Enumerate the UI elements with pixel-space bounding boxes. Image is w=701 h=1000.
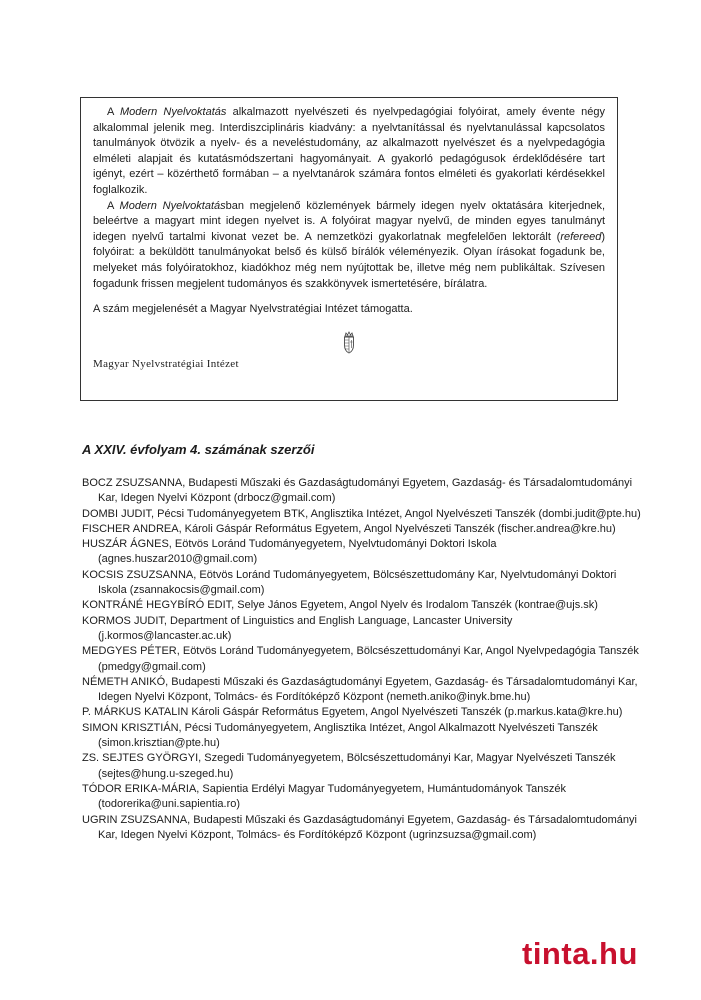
author-entry: SIMON KRISZTIÁN, Pécsi Tudományegyetem, Anglisztika Intézet, Angol Alkalmazott Nyelvészeti Tanszék (simon.krisztian@pte.hu) bbox=[82, 721, 598, 750]
refereed-italic: refereed bbox=[560, 230, 602, 243]
author-entry: KONTRÁNÉ HEGYBÍRÓ EDIT, Selye János Egyetem, Angol Nyelv és Irodalom Tanszék (kontrae@ujs.sk) bbox=[82, 599, 598, 612]
author-entry: HUSZÁR ÁGNES, Eötvös Loránd Tudományegyetem, Nyelvtudományi Doktori Iskola (agnes.huszar2010@gmail.com) bbox=[82, 538, 497, 566]
hungarian-coat-of-arms-icon bbox=[342, 330, 356, 354]
authors-heading: A XXIV. évfolyam 4. számának szerzői bbox=[82, 442, 315, 457]
author-entry: KOCSIS ZSUZSANNA, Eötvös Loránd Tudományegyetem, Bölcsészettudomány Kar, Nyelvtudományi Doktori Iskola (zsannakocsis@gmail.com) bbox=[82, 568, 617, 597]
author-entry: FISCHER ANDREA, Károli Gáspár Református Egyetem, Angol Nyelvészeti Tanszék (fischer.andrea@kre.hu) bbox=[82, 522, 616, 535]
intro-text: ) folyóirat: a beküldött tanulmányokat belső és külső bírálók véleményezik. Olyan írásokat fogadunk be, melyeket más folyóiratokhoz, kiadókhoz még nem nyújtottak be, illetve még nem publikáltak. Szívesen fogadunk frissen megjelent tudományos és szakkönyvek ismertetésére, bírálatra. bbox=[93, 230, 605, 290]
tinta-watermark: tinta.hu bbox=[522, 936, 638, 971]
author-entry: BOCZ ZSUZSANNA, Budapesti Műszaki és Gazdaságtudományi Egyetem, Gazdaság- és Társadalomtudományi Kar, Idegen Nyelvi Központ (drbocz@gmail.com) bbox=[82, 477, 633, 505]
author-entry: DOMBI JUDIT, Pécsi Tudományegyetem BTK, Anglisztika Intézet, Angol Nyelvészeti Tanszék (dombi.judit@pte.hu) bbox=[82, 507, 641, 520]
journal-title-italic: Modern Nyelvoktatás bbox=[119, 199, 226, 212]
intro-text: A bbox=[107, 199, 120, 212]
intro-paragraph-2 bbox=[93, 199, 605, 293]
author-entry: NÉMETH ANIKÓ, Budapesti Műszaki és Gazdaságtudományi Egyetem, Gazdaság- és Társadalomtudományi Kar, Idegen Nyelvi Központ, Tolmács- és Fordítóképző Központ (nemeth.aniko@inyk.bme.hu) bbox=[82, 675, 638, 704]
author-entry: UGRIN ZSUZSANNA, Budapesti Műszaki és Gazdaságtudományi Egyetem, Gazdaság- és Társadalomtudományi Kar, Idegen Nyelvi Központ, Tolmács- és Fordítóképző Központ (ugrinzsuzsa@gmail.com) bbox=[82, 813, 637, 841]
author-entry: ZS. SEJTES GYÖRGYI, Szegedi Tudományegyetem, Bölcsészettudományi Kar, Magyar Nyelvészeti Tanszék (sejtes@hung.u-szeged.hu) bbox=[82, 752, 616, 780]
intro-text: ban megjelenő közlemények bármely idegen nyelv oktatására kiterjednek, beleértve a magyart mint idegen nyelvet is. A folyóirat magyar nyelvű, de minden egyes tanulmányt idegen nyelvű tartalmi kivonat vezet be. A nemzetközi gyakorlatnak megfelelően lektorált ( bbox=[93, 199, 605, 243]
author-entry: TÓDOR ERIKA-MÁRIA, Sapientia Erdélyi Magyar Tudományegyetem, Humántudományok Tanszék (todorerika@uni.sapientia.ro) bbox=[82, 782, 566, 811]
author-entry: P. MÁRKUS KATALIN Károli Gáspár Református Egyetem, Angol Nyelvészeti Tanszék (p.markus.kata@kre.hu) bbox=[82, 706, 623, 719]
author-entry: MEDGYES PÉTER, Eötvös Loránd Tudományegyetem, Bölcsészettudományi Kar, Angol Nyelvpedagógia Tanszék (pmedgy@gmail.com) bbox=[82, 645, 639, 673]
authors-list bbox=[82, 476, 642, 843]
journal-title-italic: Modern Nyelvoktatás bbox=[119, 106, 227, 118]
intro-text: A bbox=[107, 106, 120, 118]
author-entry: KORMOS JUDIT, Department of Linguistics and English Language, Lancaster University (j.kormos@lancaster.ac.uk) bbox=[82, 614, 513, 642]
institute-name: Magyar Nyelvstratégiai Intézet bbox=[93, 357, 239, 370]
support-statement: A szám megjelenését a Magyar Nyelvstratégiai Intézet támogatta. bbox=[93, 303, 413, 316]
journal-description-box bbox=[80, 97, 618, 401]
intro-paragraph-1 bbox=[93, 105, 605, 199]
intro-text: alkalmazott nyelvészeti és nyelvpedagógiai folyóirat, amely évente négy alkalommal jelenik meg. Interdiszciplináris kiadvány: a nyelvtanítással és nyelvtanulással kapcsolatos tanulmányok ötvözik a nyelv- és a neveléstudomány, az alkalmazott nyelvészet és a nyelvpedagógia elméleti alapjait és kutatásmódszertani hagyományait. A gyakorló pedagógusok érdeklődésére tart igényt, ezért – közérthető formában – a nyelvtanárok számára fontos elméleti és gyakorlati kérdésekkel foglalkozik. bbox=[93, 106, 606, 196]
